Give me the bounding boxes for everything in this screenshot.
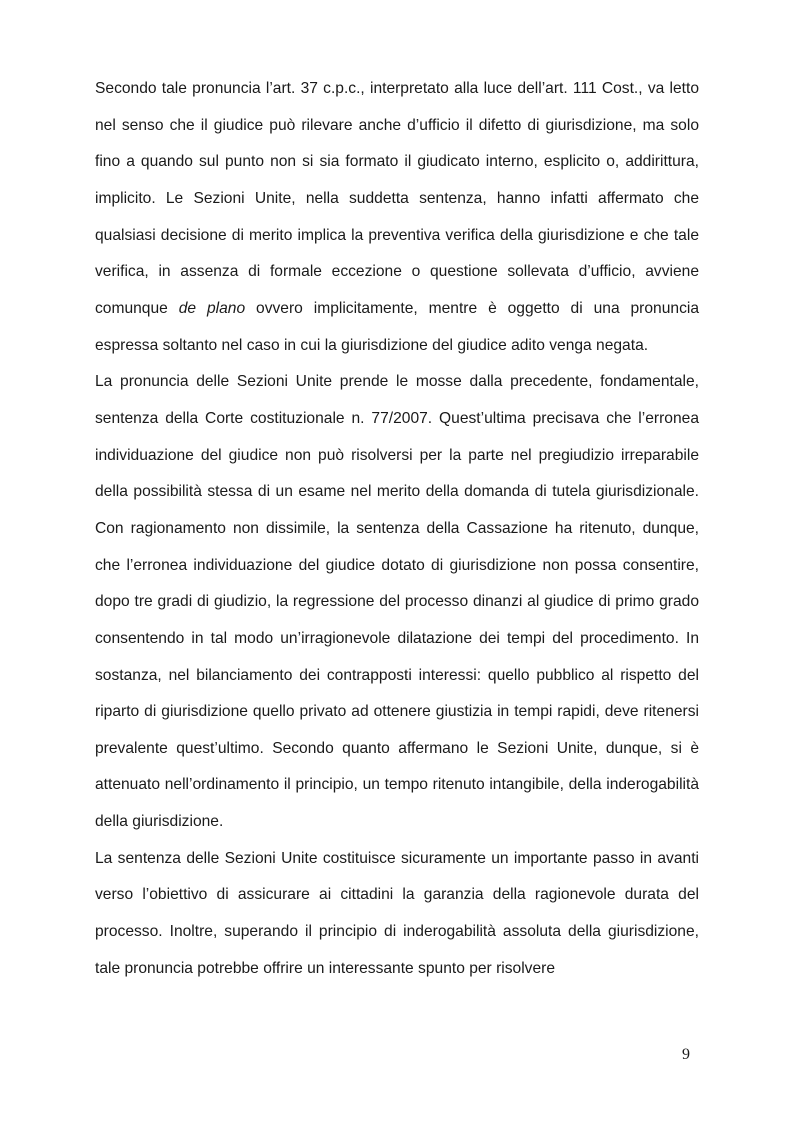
paragraph-1-italic-term: de plano: [178, 299, 246, 317]
paragraph-3: La sentenza delle Sezioni Unite costituisce sicuramente un importante passo in avanti verso l’obiettivo di assicurare ai cittadini la garanzia della ragionevole durata del processo. Inoltre, superando il principio di inderogabilità assoluta della giurisdizione, tale pronuncia potrebbe offrire un interessante spunto per risolvere: [95, 849, 699, 977]
paragraph-1: [95, 71, 699, 364]
body-text: [95, 71, 699, 987]
paragraph-1-text-start: Secondo tale pronuncia l’art. 37 c.p.c., interpretato alla luce dell’art. 111 Cost., va letto nel senso che il giudice può rilevare anche d’ufficio il difetto di giurisdizione, ma solo fino a quando sul punto non si sia formato il giudicato interno, esplicito o, addirittura, implicito. Le Sezioni Unite, nella suddetta sentenza, hanno infatti affermato che qualsiasi decisione di merito implica la preventiva verifica della giurisdizione e che tale verifica, in assenza di formale eccezione o questione sollevata d’ufficio, avviene comunque: [95, 80, 699, 317]
paragraph-2: La pronuncia delle Sezioni Unite prende le mosse dalla precedente, fondamentale, sentenza della Corte costituzionale n. 77/2007. Quest’ultima precisava che l’erronea individuazione del giudice non può risolversi per la parte nel pregiudizio irreparabile della possibilità stessa di un esame nel merito della domanda di tutela giurisdizionale. Con ragionamento non dissimile, la sentenza della Cassazione ha ritenuto, dunque, che l’erronea individuazione del giudice dotato di giurisdizione non possa consentire, dopo tre gradi di giudizio, la regressione del processo dinanzi al giudice di primo grado consentendo in tal modo un’irragionevole dilatazione dei tempi del procedimento. In sostanza, nel bilanciamento dei contrapposti interessi: quello pubblico al rispetto del riparto di giurisdizione quello privato ad ottenere giustizia in tempi rapidi, deve ritenersi prevalente quest’ultimo. Secondo quanto affermano le Sezioni Unite, dunque, si è attenuato nell’ordinamento il principio, un tempo ritenuto intangibile, della inderogabilità della giurisdizione.: [95, 373, 699, 831]
page-number: 9: [682, 1046, 690, 1063]
paragraph-1-text-end: ovvero implicitamente, mentre è oggetto di una pronuncia espressa soltanto nel caso in cui la giurisdizione del giudice adito venga negata.: [95, 299, 699, 354]
